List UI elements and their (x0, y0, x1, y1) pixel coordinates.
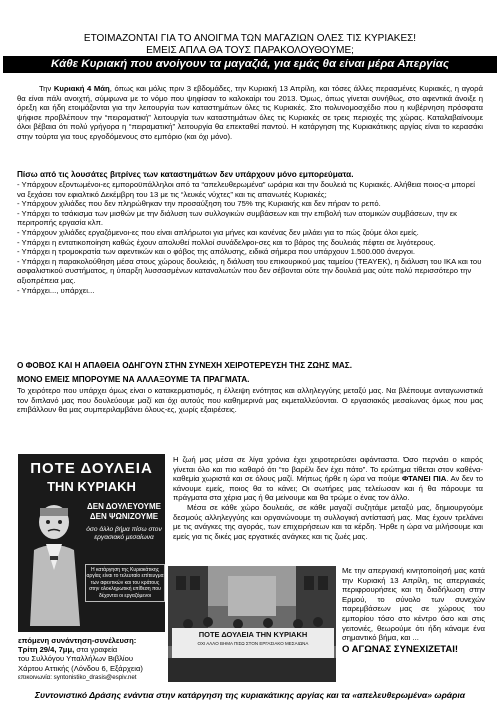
meeting-info (18, 636, 168, 682)
section-heading-3: ΜΟΝΟ ΕΜΕΙΣ ΜΠΟΡΟΥΜΕ ΝΑ ΑΛΛΑΞΟΥΜΕ ΤΑ ΠΡΑΓΜΑΤΑ. (17, 375, 250, 384)
list-item: - Υπάρχουν χιλιάδες εργαζόμενοι-ες που είναι απλήρωτοι για μήνες και κανένας δεν μιλάει για το πώς ζούμε όλοι εμείς. (17, 227, 419, 237)
list-item: - Υπάρχει η τρομοκρατία των αφεντικών και ο φόβος της απόλυσης, ειδικά σήμερα που υπάρχουν 1.500.000 άνεργοι. (17, 247, 415, 257)
paragraph-fragmentation: Το χειρότερο που υπάρχει όμως είναι ο κατακερματισμός, η έλλειψη ενότητας και αλληλεγγύης μεταξύ μας. Να βλέπουμε ανταγωνιστικά τον διπλανό μας που δουλεύουμε μαζί και όχι αυτούς που καθημερινά μας εκμεταλλεύονται. Ο εργασιακός μεσαίωνας όμως που μας επιβάλλουν θα μας συμπεριλαμβάνει όλους-ες, χωρίς εξαιρέσεις. (17, 386, 483, 415)
footer-signature: Συντονιστικό Δράσης ενάντια στην κατάργηση της κυριακάτικης αργίας και τα «απελευθερωμένα» ωράρια (34, 690, 466, 700)
worker-figure-icon (24, 500, 84, 626)
list-item: - Υπάρχουν εξοντωμένοι-ες εμποροϋπάλληλοι από τα “απελευθερωμένα” ωράρια και την δουλειά τις Κυριακές. Αλήθεια ποιος-α μπορεί να ξεχάσει τον εφιαλτικό Δεκέμβρη του 13 με τις “λευκές νύχτες” και τις απανωτές Κυριακές; (17, 180, 475, 199)
intro-paragraph (17, 84, 483, 142)
poster-title-2: ΤΗΝ ΚΥΡΙΑΚΗ (47, 479, 136, 494)
struggle-continues-text (342, 566, 485, 654)
meeting-address: Χάρτου Αττικής (Λόνδου 6, Εξάρχεια) (18, 663, 143, 673)
section-heading-1: Πίσω από τις λουσάτες βιτρίνες των καταστημάτων δεν υπάρχουν μόνο εμπορεύματα. (17, 170, 354, 179)
grievance-list (17, 180, 483, 295)
right-text-c: Μέσα σε κάθε χώρο δουλειάς, σε κάθε μαγαζί συζητάμε μεταξύ μας, δημιουργούμε δεσμούς αλληλεγγύης και οργανώνουμε τη συλλογική αντίστασή μας. Μας έχουν τρελάνει με τις ανάγκες της αγοράς, των επιχειρήσεων και τα κέρδη. Ήρθε η ώρα να μιλήσουμε και εμείς για τις δικές μας εργατικές ανάγκες και τις ζωές μας. (173, 502, 483, 541)
right-column-text (173, 455, 483, 541)
list-item: - Υπάρχουν χιλιάδες που δεν πληρώθηκαν την προσαύξηση του 75% της Κυριακής και δεν πήραν το ρεπό. (17, 199, 381, 209)
meeting-date-line (18, 645, 168, 654)
list-item: - Υπάρχει..., υπάρχει... (17, 285, 95, 295)
struggle-slogan: Ο ΑΓΩΝΑΣ ΣΥΝΕΧΙΖΕΤΑΙ! (342, 643, 459, 655)
poster-image (18, 454, 165, 632)
photo-banner-subtitle: ΟΧΙ ΑΛΛΟ ΒΗΜΑ ΠΙΣΩ ΣΤΟΝ ΕΡΓΑΣΙΑΚΟ ΜΕΣΑΙΩΝΑ (197, 641, 309, 646)
header-lines (60, 33, 440, 57)
poster-box-text: Η κατάργηση της Κυριακάτικης αργίας είναι το τελευταίο επίτευγμα των αφεντικών και του κράτους στην ολοκληρωτική επίθεση που δέχονται οι εργαζόμενοι (85, 564, 165, 602)
contact-email: syntonistiko_drasis@espiv.net (53, 673, 137, 681)
right-text-enough: ΦΤΑΝΕΙ ΠΙΑ (402, 474, 447, 484)
section-heading-2: Ο ΦΟΒΟΣ ΚΑΙ Η ΑΠΑΘΕΙΑ ΟΔΗΓΟΥΝ ΣΤΗΝ ΣΥΝΕΧΗ ΧΕΙΡΟΤΕΡΕΥΣΗ ΤΗΣ ΖΩΗΣ ΜΑΣ. (17, 361, 352, 370)
intro-prefix: Την (39, 84, 54, 93)
header-line-1: ΕΤΟΙΜΑΖΟΝΤΑΙ ΓΙΑ ΤΟ ΑΝΟΙΓΜΑ ΤΩΝ ΜΑΓΑΖΙΩΝ ΟΛΕΣ ΤΙΣ ΚΥΡΙΑΚΕΣ! (83, 33, 417, 44)
struggle-text: Με την απεργιακή κινητοποίησή μας κατά την Κυριακή 13 Απρίλη, τις απεργιακές περιφρουρήσεις και τη διαδήλωση στην Ερμού, το σύνολο των συνεχών παρεμβάσεων μας σε χώρους του εμπορίου τόσο στο κέντρο όσο και στις γειτονιές, θεωρούμε ότι ήδη κάναμε ένα σημαντικό βήμα, και ... (342, 566, 485, 643)
right-text-a: Η ζωή μας μέσα σε λίγα χρόνια έχει χειροτερεύσει αφάνταστα. Όσο περνάει ο καιρός γίνεται όλο και πιο καθαρό ότι “το βαρέλι δεν έχει πάτο”. Το ερώτημα τίθεται στον καθένα-καθεμία χωριστά και σε όλους μαζί. Μήπως ήρθε η ώρα να πούμε (173, 455, 483, 484)
header-line-2: ΕΜΕΙΣ ΑΠΛΑ ΘΑ ΤΟΥΣ ΠΑΡΑΚΟΛΟΥΘΟΥΜΕ; (146, 45, 354, 56)
right-text-b: . Αν δεν το κάνουμε εμείς, ποιος θα το κάνει; Οι σωτήρες μας τελείωσαν και ή θα πάρουμε τα πράγματα στα χέρια μας ή θα μείνουμε και θα τρώμε ο ένας τον άλλο. (173, 474, 483, 503)
list-item: - Υπάρχει η εντατικοποίηση καθώς έχουν απολυθεί πολλοί συνάδελφοι-σες και το βάρος της δουλειάς πέφτει σε λιγότερους. (17, 237, 436, 247)
meeting-place-prefix: στα γραφεία (74, 645, 118, 655)
list-item: - Υπάρχει το τσάκισμα των μισθών με την διάλυση των συλλογικών συμβάσεων και την επιβολή των ατομικών συμβάσεων, την εκ περιτροπής εργασία κλπ. (17, 208, 458, 228)
meeting-label: επόμενη συνάντηση-συνέλευση: (18, 636, 137, 645)
title-banner: Κάθε Κυριακή που ανοίγουν τα μαγαζιά, για εμάς θα είναι μέρα Απεργίας (3, 56, 497, 73)
meeting-date: Τρίτη 29/4, 7μμ, (18, 645, 75, 655)
street-scene-icon (168, 566, 336, 682)
poster-title-1: ΠΟΤΕ ΔΟΥΛΕΙΑ (30, 460, 153, 477)
photo-banner (172, 628, 334, 658)
intro-date: Κυριακή 4 Μάη (53, 84, 110, 93)
protest-photo (168, 566, 336, 682)
contact-label: επικοινωνία: (18, 673, 54, 681)
meeting-place: του Συλλόγου Υπαλλήλων Βιβλίου (18, 654, 133, 664)
poster-slogan: ΔΕΝ ΔΟΥΛΕΥΟΥΜΕ ΔΕΝ ΨΩΝΙΖΟΥΜΕ (87, 502, 161, 521)
photo-banner-title: ΠΟΤΕ ΔΟΥΛΕΙΑ ΤΗΝ ΚΥΡΙΑΚΗ (198, 630, 308, 639)
list-item: - Υπάρχει η παρακολούθηση μέσα στους χώρους δουλειάς, η διάλυση του επικουρικού μας ταμείου (ΤΕΑΥΕΚ), η διάλυση του ΙΚΑ και του ασφαλιστικού συστήματος, η ύπαρξη λυσσασμένων καταναλωτών που δεν σέβονται ούτε την δουλειά μας ούτε πολύ περισσότερο την αξιοπρέπεια μας. (17, 256, 482, 285)
intro-text: , όπως και μόλις πριν 3 εβδομάδες, την Κυριακή 13 Απρίλη, και τόσες άλλες περασμένες Κυριακές, η αγορά θα είναι πάλι ανοιχτή, σύμφωνα με το νόμο που ψηφίσαν το καλοκαίρι του 2013. Όμως, όπως γίνεται συνήθως, στο αφεντικά άνοιξε η όρεξη και ήδη ετοιμάζονται για την λειτουργία των καταστημάτων όλες τις Κυριακές. Στο πολυνομοσχέδιο που η κυβέρνηση πρόσφατα ψήφισε προβλέπουν την “πειραματική” λειτουργία των καταστημάτων όλες τις Κυριακές σε τρεις περιοχές της χώρας. Καταλαβαίνουμε όλοι βέβαια ότι πολύ γρήγορα η “πειραματική” λειτουργία θα επεκταθεί παντού. Η κατάργηση της Κυριακάτικης αργίας είναι το κερασάκι στην τούρτα για τους εργοδόμενους στο εμπόριο (και όχι μόνο). (17, 84, 483, 141)
contact-line (18, 673, 168, 682)
poster-subslogan: όσο άλλο βήμα πίσω στον εργασιακό μεσαίωνα (86, 526, 162, 541)
